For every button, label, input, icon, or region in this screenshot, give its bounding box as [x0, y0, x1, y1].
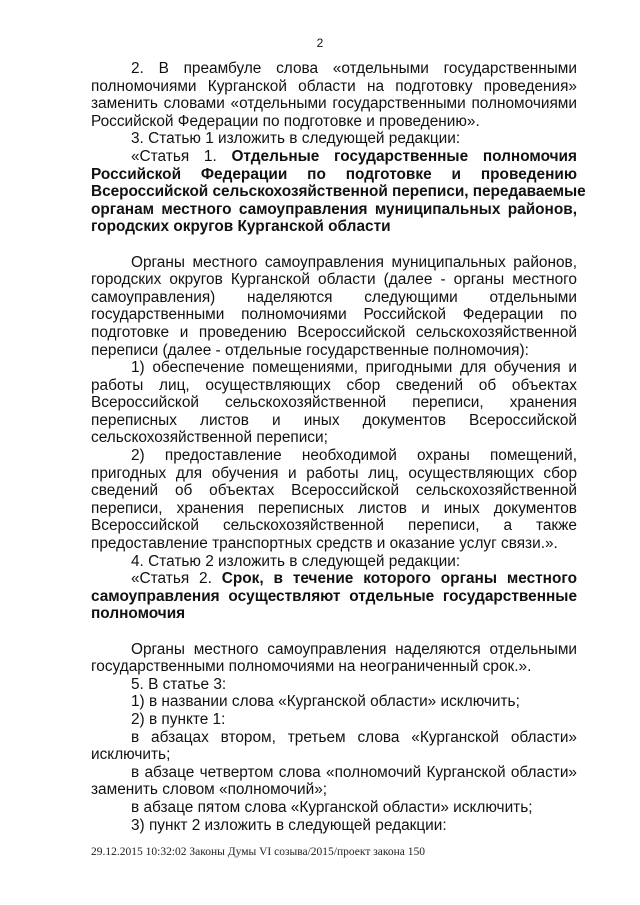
line-text: подготовке и проведению Всероссийской сельскохозяйственной	[91, 323, 577, 341]
text-line	[91, 271, 577, 289]
line-text: пригодных для обучения и работы лиц, осуществляющих сбор	[91, 464, 577, 482]
line-text: самоуправления) наделяются следующими отдельными	[91, 288, 577, 306]
line-text: «Статья 2.	[131, 570, 222, 588]
text-line	[91, 729, 577, 747]
line-text: переписи, хранения переписных листов и иных документов	[91, 499, 577, 517]
text-line	[91, 306, 577, 324]
line-text: городских округов Курганской области (далее - органы местного	[91, 271, 577, 289]
text-line	[91, 78, 577, 96]
text-line	[91, 218, 577, 236]
line-text: заменить словами «отдельными государственными полномочиями	[91, 95, 577, 113]
text-line	[91, 553, 577, 571]
line-text: Российской Федерации по подготовке и проведению».	[91, 112, 480, 130]
line-text: работы лиц, осуществляющих сбор сведений об объектах	[91, 376, 577, 394]
document-body	[91, 60, 586, 834]
line-text: переписных листов и иных документов Всероссийской	[91, 411, 577, 429]
line-text: сельскохозяйственной переписи;	[91, 429, 328, 447]
line-text: заменить словом «полномочий»;	[91, 781, 328, 799]
line-text: 3) пункт 2 изложить в следующей редакции:	[131, 816, 447, 834]
text-line	[91, 781, 577, 799]
line-text: 3. Статью 1 изложить в следующей редакции:	[131, 130, 461, 148]
text-line	[91, 412, 577, 430]
text-line	[91, 605, 577, 623]
text-line	[91, 377, 577, 395]
text-line	[91, 500, 577, 518]
blank-line	[91, 623, 577, 641]
line-text: 2. В преамбуле слова «отдельными государственными	[131, 60, 577, 77]
line-text: Органы местного самоуправления муниципальных районов,	[131, 253, 577, 271]
line-bold-text: Всероссийской сельскохозяйственной переписи, передаваемые	[91, 183, 586, 201]
line-text: 2) предоставление необходимой охраны помещений,	[131, 447, 577, 465]
line-text: предоставление транспортных средств и оказание услуг связи.».	[91, 535, 558, 553]
text-line	[91, 394, 577, 412]
line-text: 2) в пункте 1:	[131, 710, 226, 728]
text-line	[91, 447, 577, 465]
text-line	[91, 676, 577, 694]
text-line	[91, 429, 577, 447]
text-line	[91, 359, 577, 377]
text-line	[91, 764, 577, 782]
line-bold-text: Срок, в течение которого органы местного	[221, 570, 577, 588]
page-number: 2	[316, 36, 324, 50]
text-line	[91, 799, 577, 817]
line-text: 1) обеспечение помещениями, пригодными для обучения и	[131, 359, 577, 377]
text-line	[91, 289, 577, 307]
line-bold-text: органам местного самоуправления муниципальных районов,	[91, 200, 577, 218]
text-line	[91, 201, 577, 219]
text-line	[91, 183, 586, 201]
text-line	[91, 570, 577, 588]
text-line	[91, 60, 577, 78]
text-line	[91, 517, 577, 535]
line-text: сведений об объектах Всероссийской сельскохозяйственной	[91, 482, 577, 500]
line-text: Всероссийской сельскохозяйственной переписи, а также	[91, 517, 577, 535]
line-text: государственными полномочиями Российской Федерации по	[91, 306, 577, 324]
blank-line	[91, 236, 577, 254]
text-line	[91, 95, 577, 113]
text-line	[91, 711, 577, 729]
text-line	[91, 658, 577, 676]
text-line	[91, 465, 577, 483]
line-bold-text: полномочия	[91, 605, 186, 623]
line-text: исключить;	[91, 746, 171, 764]
text-line	[91, 746, 577, 764]
line-bold-text: Российской Федерации по подготовке и проведению	[91, 165, 577, 183]
text-line	[91, 588, 577, 606]
text-line	[91, 817, 577, 835]
line-text: полномочиями Курганской области на подготовку проведения»	[91, 77, 577, 95]
line-text: 1) в названии слова «Курганской области» исключить;	[131, 693, 520, 711]
line-text: в абзаце четвертом слова «полномочий Курганской области»	[131, 763, 577, 781]
text-line	[91, 641, 577, 659]
footer-stamp: 29.12.2015 10:32:02 Законы Думы VI созыва/2015/проект закона 150	[91, 846, 426, 858]
line-text: «Статья 1.	[131, 147, 232, 165]
line-text: Всероссийской сельскохозяйственной переписи, хранения	[91, 394, 577, 412]
text-line	[91, 342, 577, 360]
line-text: государственными полномочиями на неограниченный срок.».	[91, 658, 532, 676]
line-text: переписи (далее - отдельные государственные полномочия):	[91, 341, 529, 359]
text-line	[91, 482, 577, 500]
line-text: Органы местного самоуправления наделяются отдельными	[131, 640, 577, 658]
line-text: 5. В статье 3:	[131, 675, 227, 693]
text-line	[91, 535, 577, 553]
text-line	[91, 113, 577, 131]
line-bold-text: Отдельные государственные полномочия	[231, 147, 578, 165]
text-line	[91, 130, 577, 148]
text-line	[91, 693, 577, 711]
line-text: 4. Статью 2 изложить в следующей редакции:	[131, 552, 461, 570]
line-text: в абзацах втором, третьем слова «Курганской области»	[131, 728, 577, 746]
text-line	[91, 324, 577, 342]
text-line	[91, 148, 577, 166]
line-text: в абзаце пятом слова «Курганской области» исключить;	[131, 798, 533, 816]
line-bold-text: самоуправления осуществляют отдельные государственные	[91, 587, 577, 605]
line-bold-text: городских округов Курганской области	[91, 218, 391, 236]
text-line	[91, 254, 577, 272]
text-line	[91, 166, 577, 184]
